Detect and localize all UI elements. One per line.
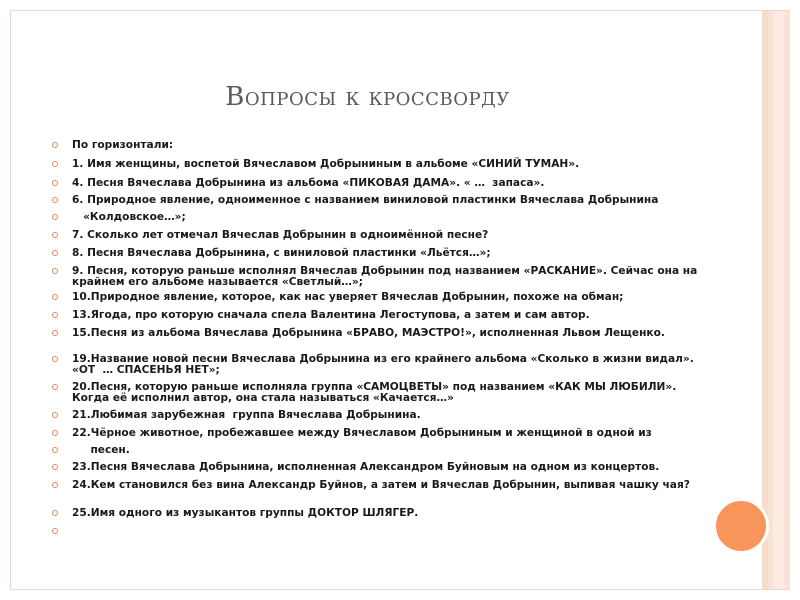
list-item-text: По горизонтали: xyxy=(72,139,174,151)
bullet-icon xyxy=(52,312,58,318)
bullet-icon xyxy=(52,464,58,470)
list-item xyxy=(52,310,702,321)
bullet-icon xyxy=(52,447,58,453)
list-item xyxy=(52,178,702,189)
list-item-text: 10.Природное явление, которое, как нас уверяет Вячеслав Добрынин, похоже на обман; xyxy=(72,291,624,303)
list-item-text: 19.Название новой песни Вячеслава Добрынина из его крайнего альбома «Сколько в жизни видал». «ОТ … СПАСЕНЬЯ НЕТ»; xyxy=(72,353,698,376)
list-item xyxy=(52,292,702,303)
list-item xyxy=(52,354,702,376)
list-item-text: 7. Сколько лет отмечал Вячеслав Добрынин в одноимённой песне? xyxy=(72,229,489,241)
list-item xyxy=(52,159,702,170)
list-item-text: 1. Имя женщины, воспетой Вячеславом Добрыниным в альбоме «СИНИЙ ТУМАН». xyxy=(72,158,580,170)
list-item-text: 13.Ягода, про которую сначала спела Валентина Легоступова, а затем и сам автор. xyxy=(72,309,590,321)
list-item-text: 21.Любимая зарубежная группа Вячеслава Добрынина. xyxy=(72,409,421,421)
list-item xyxy=(52,410,702,421)
list-item xyxy=(52,230,702,241)
bullet-icon xyxy=(52,250,58,256)
bullet-icon xyxy=(52,528,58,534)
list-item xyxy=(52,195,702,206)
list-item-text: 25.Имя одного из музыкантов группы ДОКТОР ШЛЯГЕР. xyxy=(72,507,419,519)
list-item xyxy=(52,248,702,259)
list-item-text: песен. xyxy=(72,444,130,456)
list-item-text: 4. Песня Вячеслава Добрынина из альбома «ПИКОВАЯ ДАМА». « … запаса». xyxy=(72,177,545,189)
list-item-text: 8. Песня Вячеслава Добрынина, с виниловой пластинки «Льётся…»; xyxy=(72,247,491,259)
list-item-text: 9. Песня, которую раньше исполнял Вячеслав Добрынин под названием «РАСКАНИЕ». Сейчас она на крайнем его альбоме называется «Светлый…»; xyxy=(72,265,701,288)
list-item xyxy=(52,462,702,473)
list-item xyxy=(52,480,702,491)
list-item-text: 15.Песня из альбома Вячеслава Добрынина «БРАВО, МАЭСТРО!», исполненная Львом Лещенко. xyxy=(72,327,665,339)
list-item xyxy=(52,382,702,404)
bullet-icon xyxy=(52,197,58,203)
bullet-icon xyxy=(52,412,58,418)
bullet-icon xyxy=(52,482,58,488)
bullet-icon xyxy=(52,180,58,186)
decor-stripe-inner xyxy=(773,11,784,589)
list-item-text: 6. Природное явление, одноименное с названием виниловой пластинки Вячеслава Добрынина xyxy=(72,194,659,206)
decor-circle xyxy=(713,498,769,554)
list-item xyxy=(52,140,702,151)
list-item xyxy=(52,428,702,439)
list-item xyxy=(52,508,702,519)
list-item-text: 22.Чёрное животное, пробежавшее между Вячеславом Добрыниным и женщиной в одной из xyxy=(72,427,652,439)
bullet-icon xyxy=(52,430,58,436)
bullet-icon xyxy=(52,214,58,220)
list-item xyxy=(52,266,702,288)
slide-title: Вопросы к кроссворду xyxy=(225,82,510,112)
list-item xyxy=(52,212,702,223)
list-item-text: 24.Кем становился без вина Александр Буйнов, а затем и Вячеслав Добрынин, выпивая чашку чая? xyxy=(72,479,690,491)
bullet-icon xyxy=(52,268,58,274)
list-item-text: 20.Песня, которую раньше исполняла группа «САМОЦВЕТЫ» под названием «КАК МЫ ЛЮБИЛИ». Когда её исполнил автор, она стала называться «Качается…» xyxy=(72,381,680,404)
bullet-icon xyxy=(52,161,58,167)
bullet-icon xyxy=(52,356,58,362)
bullet-icon xyxy=(52,294,58,300)
list-item xyxy=(52,445,702,456)
list-item-text: 23.Песня Вячеслава Добрынина, исполненная Александром Буйновым на одном из концертов. xyxy=(72,461,660,473)
bullet-icon xyxy=(52,384,58,390)
bullet-icon xyxy=(52,232,58,238)
bullet-icon xyxy=(52,510,58,516)
bullet-icon xyxy=(52,142,58,148)
bullet-icon xyxy=(52,330,58,336)
list-item xyxy=(52,328,702,339)
list-item-text: «Колдовское…»; xyxy=(72,211,186,223)
